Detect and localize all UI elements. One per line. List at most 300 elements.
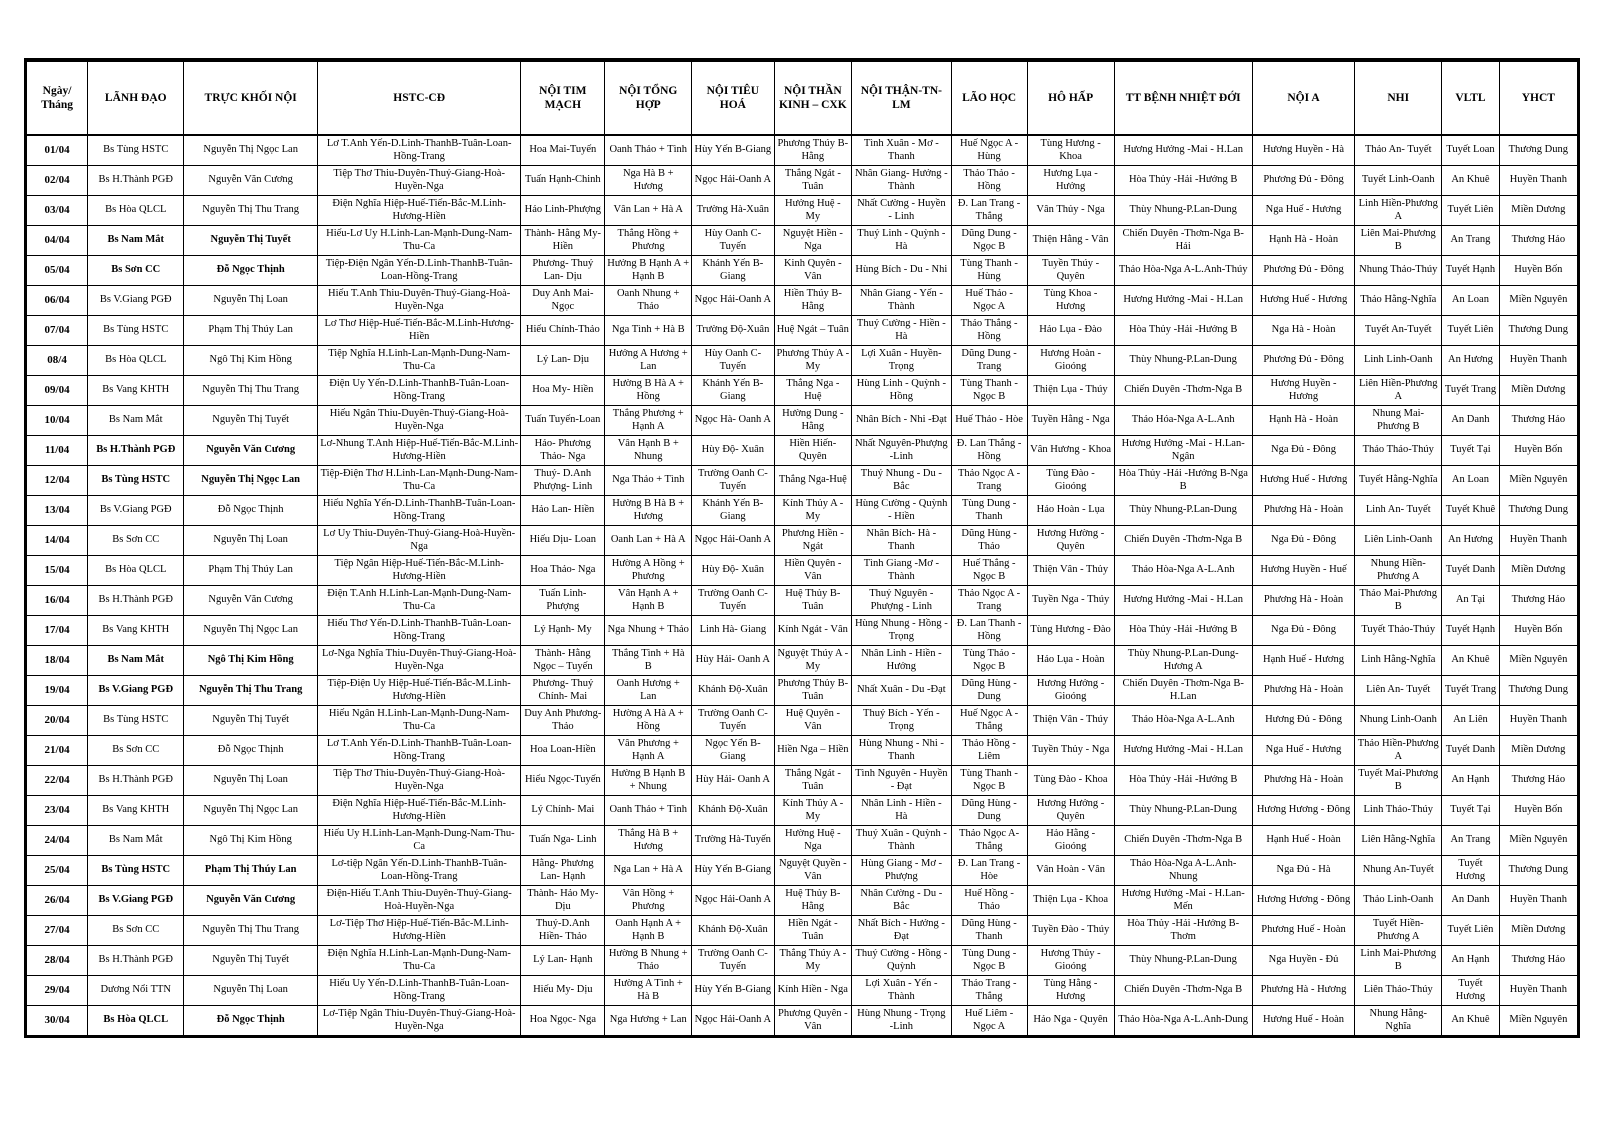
schedule-cell: An Danh <box>1442 886 1499 916</box>
date-cell: 14/04 <box>26 526 88 556</box>
schedule-cell: An Danh <box>1442 406 1499 436</box>
schedule-cell: Miền Nguyên <box>1499 646 1578 676</box>
table-row <box>26 316 1579 346</box>
schedule-cell: Phương Quyên - Vân <box>774 1006 852 1037</box>
table-row <box>26 826 1579 856</box>
schedule-cell: Hương Hưởng -Mai - H.Lan <box>1114 286 1252 316</box>
schedule-cell: Tình Nguyên - Huyền - Đạt <box>852 766 951 796</box>
schedule-cell: Thắng Tình + Hà B <box>605 646 692 676</box>
schedule-cell: An Trang <box>1442 226 1499 256</box>
schedule-cell: Nhân Giang - Yến - Thành <box>852 286 951 316</box>
schedule-cell: Hương Hưởng -Mai - H.Lan <box>1114 736 1252 766</box>
schedule-cell: Lơ-Tiệp Ngân Thiu-Duyên-Thuý-Giang-Hoà-Huyền-Nga <box>317 1006 520 1037</box>
schedule-cell: Trường Oanh C- Tuyến <box>692 706 774 736</box>
schedule-cell: Nguyễn Văn Cương <box>184 886 318 916</box>
schedule-cell: Bs Tùng HSTC <box>88 706 184 736</box>
schedule-cell: Chiến Duyên -Thơm-Nga B-H.Lan <box>1114 676 1252 706</box>
schedule-cell: Liên Thảo-Thúy <box>1355 976 1442 1006</box>
schedule-cell: Hoa Ngọc- Nga <box>521 1006 605 1037</box>
schedule-cell: Bs Hòa QLCL <box>88 556 184 586</box>
schedule-cell: Nhân Linh - Hiền - Hưởng <box>852 646 951 676</box>
schedule-cell: Thùy Nhung-P.Lan-Dung <box>1114 496 1252 526</box>
schedule-cell: Thắng Phương + Hạnh A <box>605 406 692 436</box>
date-cell: 16/04 <box>26 586 88 616</box>
schedule-cell: Nguyễn Thị Thu Trang <box>184 916 318 946</box>
schedule-cell: Bs V.Giang PGĐ <box>88 676 184 706</box>
schedule-cell: Linh Hiền-Phương A <box>1355 196 1442 226</box>
schedule-cell: Hiếu T.Anh Thiu-Duyên-Thuý-Giang-Hoà-Huyền-Nga <box>317 286 520 316</box>
schedule-cell: Tuyền Thủy - Nga <box>1027 736 1114 766</box>
date-cell: 05/04 <box>26 256 88 286</box>
date-cell: 02/04 <box>26 166 88 196</box>
schedule-cell: Thương Hảo <box>1499 406 1578 436</box>
schedule-cell: Hường B Nhung + Thảo <box>605 946 692 976</box>
schedule-cell: An Khuê <box>1442 166 1499 196</box>
schedule-cell: Thành- Hằng Ngọc – Tuyến <box>521 646 605 676</box>
schedule-cell: Tùng Dung - Thanh <box>951 496 1027 526</box>
schedule-cell: Lợi Xuân - Huyền- Trọng <box>852 346 951 376</box>
schedule-cell: Tuấn Nga- Linh <box>521 826 605 856</box>
schedule-cell: Duy Anh Phương- Thảo <box>521 706 605 736</box>
schedule-cell: Huế Thảo - Ngọc A <box>951 286 1027 316</box>
schedule-cell: Nga Lan + Hà A <box>605 856 692 886</box>
schedule-cell: Bs Sơn CC <box>88 256 184 286</box>
schedule-cell: Hương Huế - Hương <box>1252 466 1354 496</box>
table-row <box>26 676 1579 706</box>
column-header: Ngày/ Tháng <box>26 60 88 135</box>
table-row <box>26 736 1579 766</box>
schedule-cell: Huệ Quyên - Vân <box>774 706 852 736</box>
date-cell: 13/04 <box>26 496 88 526</box>
schedule-cell: Thảo Mai-Phương B <box>1355 586 1442 616</box>
schedule-cell: Bs Tùng HSTC <box>88 466 184 496</box>
schedule-cell: Bs Nam Mắt <box>88 826 184 856</box>
schedule-cell: Ngọc Hải-Oanh A <box>692 286 774 316</box>
schedule-cell: Oanh Nhung + Thảo <box>605 286 692 316</box>
schedule-cell: Hiếu-Lơ Uy H.Linh-Lan-Mạnh-Dung-Nam-Thu-Ca <box>317 226 520 256</box>
schedule-cell: Hiếu Nghĩa Yến-D.Linh-ThanhB-Tuân-Loan-Hồng-Trang <box>317 496 520 526</box>
date-cell: 18/04 <box>26 646 88 676</box>
schedule-cell: Hiếu Thơ Yến-D.Linh-ThanhB-Tuân-Loan-Hồng-Trang <box>317 616 520 646</box>
schedule-cell: Bs Sơn CC <box>88 736 184 766</box>
schedule-cell: Nguyễn Văn Cương <box>184 586 318 616</box>
schedule-cell: Phương Hà - Hoàn <box>1252 586 1354 616</box>
schedule-cell: Hùng Nhung - Trọng -Linh <box>852 1006 951 1037</box>
schedule-cell: Khánh Độ-Xuân <box>692 796 774 826</box>
schedule-cell: Hạnh Hà - Hoàn <box>1252 226 1354 256</box>
date-cell: 24/04 <box>26 826 88 856</box>
schedule-cell: Tuyền Hằng - Nga <box>1027 406 1114 436</box>
schedule-cell: Vân Hồng + Phương <box>605 886 692 916</box>
schedule-cell: Tiệp Nghĩa H.Linh-Lan-Mạnh-Dung-Nam-Thu-Ca <box>317 346 520 376</box>
schedule-cell: Dũng Dung - Trang <box>951 346 1027 376</box>
date-cell: 09/04 <box>26 376 88 406</box>
schedule-cell: Phạm Thị Thúy Lan <box>184 856 318 886</box>
schedule-cell: Thiện Vân - Thủy <box>1027 556 1114 586</box>
schedule-cell: Tùng Hằng - Hương <box>1027 976 1114 1006</box>
schedule-cell: An Trang <box>1442 826 1499 856</box>
schedule-cell: Phương Đủ - Đông <box>1252 256 1354 286</box>
schedule-cell: Nguyễn Văn Cương <box>184 166 318 196</box>
schedule-cell: Thuý Cường - Hồng - Quỳnh <box>852 946 951 976</box>
schedule-cell: Tình Giang -Mơ -Thành <box>852 556 951 586</box>
schedule-cell: An Khuê <box>1442 1006 1499 1037</box>
schedule-cell: Chiến Duyên -Thơm-Nga B <box>1114 526 1252 556</box>
date-cell: 27/04 <box>26 916 88 946</box>
schedule-cell: Lơ T.Anh Yến-D.Linh-ThanhB-Tuân-Loan-Hồng-Trang <box>317 135 520 166</box>
schedule-cell: Bs Sơn CC <box>88 526 184 556</box>
schedule-cell: Thảo Hóa-Nga A-L.Anh <box>1114 406 1252 436</box>
schedule-cell: Hảo Nga - Quyên <box>1027 1006 1114 1037</box>
schedule-cell: Miền Nguyên <box>1499 466 1578 496</box>
schedule-cell: Hương Hương - Đông <box>1252 886 1354 916</box>
schedule-cell: Hằng- Phương Lan- Hạnh <box>521 856 605 886</box>
schedule-cell: Huyền Thanh <box>1499 346 1578 376</box>
schedule-cell: An Loan <box>1442 286 1499 316</box>
table-row <box>26 946 1579 976</box>
schedule-cell: Oanh Thảo + Tình <box>605 796 692 826</box>
schedule-cell: Linh Mai-Phương B <box>1355 946 1442 976</box>
schedule-cell: Hòa Thủy -Hải -Hưởng B <box>1114 766 1252 796</box>
schedule-cell: An Hương <box>1442 526 1499 556</box>
schedule-cell: An Hương <box>1442 346 1499 376</box>
schedule-cell: Phạm Thị Thúy Lan <box>184 556 318 586</box>
schedule-cell: Miền Dương <box>1499 556 1578 586</box>
schedule-cell: Trường Oanh C- Tuyến <box>692 946 774 976</box>
schedule-cell: Nguyệt Quyền - Vân <box>774 856 852 886</box>
schedule-cell: Bs Nam Mắt <box>88 406 184 436</box>
schedule-cell: Điện Nghĩa Hiệp-Huế-Tiến-Bắc-M.Linh-Hương-Hiền <box>317 196 520 226</box>
schedule-cell: Nguyễn Thị Ngọc Lan <box>184 616 318 646</box>
schedule-cell: An Loan <box>1442 466 1499 496</box>
schedule-cell: Hường B Hà A + Hồng <box>605 376 692 406</box>
column-header: LÃO HỌC <box>951 60 1027 135</box>
schedule-cell: Hương Lụa - Hưởng <box>1027 166 1114 196</box>
schedule-cell: Thảo Hằng-Nghĩa <box>1355 286 1442 316</box>
schedule-cell: Đỗ Ngọc Thịnh <box>184 1006 318 1037</box>
schedule-cell: Miền Nguyên <box>1499 286 1578 316</box>
schedule-cell: Thương Hảo <box>1499 226 1578 256</box>
schedule-cell: Hảo Lụa - Đào <box>1027 316 1114 346</box>
schedule-cell: Hùy Yến B-Giang <box>692 856 774 886</box>
schedule-cell: Huế Thắng - Ngọc B <box>951 556 1027 586</box>
schedule-cell: Thảo Hòa-Nga A-L.Anh-Thúy <box>1114 256 1252 286</box>
schedule-cell: Lơ Uy Thiu-Duyên-Thuý-Giang-Hoà-Huyền-Nga <box>317 526 520 556</box>
schedule-cell: Hương Hưởng - Quyên <box>1027 796 1114 826</box>
schedule-cell: Hiếu Uy Yến-D.Linh-ThanhB-Tuân-Loan-Hồng-Trang <box>317 976 520 1006</box>
schedule-cell: Phương Đủ - Đông <box>1252 346 1354 376</box>
schedule-cell: Thảo Ngọc A - Trang <box>951 466 1027 496</box>
schedule-cell: Hùng Bích - Du - Nhi <box>852 256 951 286</box>
schedule-cell: Tuyết Hương <box>1442 856 1499 886</box>
column-header: TRỰC KHỐI NỘI <box>184 60 318 135</box>
schedule-cell: Hương Huyền - Hương <box>1252 376 1354 406</box>
column-header: NỘI TỔNG HỢP <box>605 60 692 135</box>
schedule-cell: Liên An- Tuyết <box>1355 676 1442 706</box>
schedule-cell: Kính Ngát - Vân <box>774 616 852 646</box>
schedule-cell: Lơ Thơ Hiệp-Huế-Tiến-Bắc-M.Linh-Hương-Hiền <box>317 316 520 346</box>
schedule-cell: Tuyết Thảo-Thúy <box>1355 616 1442 646</box>
duty-schedule-table <box>24 58 1580 1038</box>
schedule-cell: Hảo Lụa - Hoàn <box>1027 646 1114 676</box>
schedule-cell: Hòa Thủy -Hải -Hưởng B <box>1114 616 1252 646</box>
schedule-cell: Khánh Độ-Xuân <box>692 916 774 946</box>
column-header: HSTC-CĐ <box>317 60 520 135</box>
schedule-cell: Bs V.Giang PGĐ <box>88 496 184 526</box>
schedule-cell: Lơ-Nhung T.Anh Hiệp-Huế-Tiến-Bắc-M.Linh-Hương-Hiền <box>317 436 520 466</box>
schedule-cell: Hùy Yến B-Giang <box>692 135 774 166</box>
schedule-cell: Hùy Độ- Xuân <box>692 436 774 466</box>
date-cell: 26/04 <box>26 886 88 916</box>
schedule-cell: Nguyễn Thị Ngọc Lan <box>184 796 318 826</box>
table-row <box>26 496 1579 526</box>
schedule-cell: Hương Hoàn - Gioóng <box>1027 346 1114 376</box>
schedule-cell: Nguyễn Thị Ngọc Lan <box>184 466 318 496</box>
schedule-cell: Thiện Lụa - Khoa <box>1027 886 1114 916</box>
column-header: NHI <box>1355 60 1442 135</box>
schedule-cell: Bs H.Thành PGĐ <box>88 586 184 616</box>
schedule-cell: Ngọc Hà- Oanh A <box>692 406 774 436</box>
schedule-cell: Nguyễn Thị Loan <box>184 766 318 796</box>
schedule-cell: An Hạnh <box>1442 946 1499 976</box>
schedule-cell: Tiệp Thơ Thiu-Duyên-Thuý-Giang-Hoà-Huyền-Nga <box>317 166 520 196</box>
schedule-cell: Oanh Thảo + Tình <box>605 135 692 166</box>
schedule-cell: Nga Hà B + Hương <box>605 166 692 196</box>
schedule-cell: Nguyễn Thị Tuyết <box>184 946 318 976</box>
schedule-cell: Vân Lan + Hà A <box>605 196 692 226</box>
schedule-cell: Nguyệt Thúy A - My <box>774 646 852 676</box>
schedule-cell: Thảo Trang - Thắng <box>951 976 1027 1006</box>
table-row <box>26 466 1579 496</box>
schedule-cell: Hùng Cường - Quỳnh - Hiền <box>852 496 951 526</box>
schedule-cell: An Tại <box>1442 586 1499 616</box>
table-row <box>26 166 1579 196</box>
schedule-cell: Ngô Thị Kim Hồng <box>184 346 318 376</box>
schedule-cell: Bs Vang KHTH <box>88 376 184 406</box>
schedule-cell: Điện T.Anh H.Linh-Lan-Mạnh-Dung-Nam-Thu-Ca <box>317 586 520 616</box>
schedule-cell: Ngọc Hải-Oanh A <box>692 166 774 196</box>
schedule-cell: Thảo Hiền-Phương A <box>1355 736 1442 766</box>
schedule-cell: Đ. Lan Thắng - Hồng <box>951 436 1027 466</box>
table-row <box>26 766 1579 796</box>
schedule-cell: Đ. Lan Trang - Thắng <box>951 196 1027 226</box>
schedule-cell: Nga Huế - Hương <box>1252 196 1354 226</box>
date-cell: 08/4 <box>26 346 88 376</box>
schedule-cell: Phương Thủy A - My <box>774 346 852 376</box>
schedule-cell: Nhân Giang- Hưởng -Thành <box>852 166 951 196</box>
schedule-cell: An Khuê <box>1442 646 1499 676</box>
schedule-cell: Huế Ngọc A - Hùng <box>951 135 1027 166</box>
schedule-cell: Tuyết Hạnh <box>1442 616 1499 646</box>
schedule-cell: Huyền Bốn <box>1499 616 1578 646</box>
schedule-cell: Thương Dung <box>1499 316 1578 346</box>
schedule-cell: Huyền Bốn <box>1499 436 1578 466</box>
table-row <box>26 376 1579 406</box>
schedule-cell: Huyền Thanh <box>1499 886 1578 916</box>
schedule-cell: Ngọc Yến B-Giang <box>692 736 774 766</box>
column-header: NỘI A <box>1252 60 1354 135</box>
schedule-cell: Nga Tình + Hà B <box>605 316 692 346</box>
schedule-cell: Bs V.Giang PGĐ <box>88 886 184 916</box>
schedule-cell: Hùy Hải- Oanh A <box>692 646 774 676</box>
schedule-cell: Nga Đủ - Hà <box>1252 856 1354 886</box>
schedule-cell: Thành- Hảo My- Dịu <box>521 886 605 916</box>
schedule-cell: Thuý Cường - Hiền -Hà <box>852 316 951 346</box>
schedule-cell: Nhung Hiền-Phương A <box>1355 556 1442 586</box>
schedule-cell: Phương Đủ - Đông <box>1252 166 1354 196</box>
table-row <box>26 556 1579 586</box>
schedule-cell: Thắng Ngát - Tuân <box>774 166 852 196</box>
schedule-cell: Hùy Hải- Oanh A <box>692 766 774 796</box>
schedule-cell: Hạnh Huế - Hoàn <box>1252 826 1354 856</box>
schedule-cell: Hương Hưởng -Mai - H.Lan <box>1114 135 1252 166</box>
schedule-cell: Hường A Tình + Hà B <box>605 976 692 1006</box>
header-row <box>26 60 1579 135</box>
schedule-cell: Kính Thủy A - My <box>774 496 852 526</box>
schedule-cell: Huế Ngọc A - Thắng <box>951 706 1027 736</box>
column-header: NỘI THẦN KINH – CXK <box>774 60 852 135</box>
schedule-cell: Phương Thủy B-Tuân <box>774 676 852 706</box>
schedule-cell: Hảo Lan- Hiền <box>521 496 605 526</box>
schedule-cell: Bs H.Thành PGĐ <box>88 766 184 796</box>
schedule-cell: Hương Hưởng - Gioóng <box>1027 676 1114 706</box>
schedule-cell: Nguyễn Thị Tuyết <box>184 706 318 736</box>
schedule-cell: Tiệp Thơ Thiu-Duyên-Thuý-Giang-Hoà-Huyền-Nga <box>317 766 520 796</box>
schedule-cell: Huệ Thủy B-Hằng <box>774 886 852 916</box>
schedule-cell: Tuyết Tại <box>1442 436 1499 466</box>
schedule-cell: Bs H.Thành PGĐ <box>88 436 184 466</box>
schedule-cell: Hường A Hà A + Hồng <box>605 706 692 736</box>
schedule-cell: Nga Đủ - Đông <box>1252 616 1354 646</box>
table-row <box>26 256 1579 286</box>
schedule-cell: Lơ T.Anh Yến-D.Linh-ThanhB-Tuân-Loan-Hồng-Trang <box>317 736 520 766</box>
table-row <box>26 856 1579 886</box>
schedule-cell: Hường Huệ - Nga <box>774 826 852 856</box>
schedule-cell: Thuý Nguyên - Phượng - Linh <box>852 586 951 616</box>
schedule-cell: Nguyễn Thị Thu Trang <box>184 196 318 226</box>
schedule-cell: Hương Đủ - Đông <box>1252 706 1354 736</box>
schedule-cell: Tuyết Linh-Oanh <box>1355 166 1442 196</box>
date-cell: 06/04 <box>26 286 88 316</box>
schedule-cell: Hưởng B Hạnh A + Hạnh B <box>605 256 692 286</box>
schedule-cell: Tiệp Ngân Hiệp-Huế-Tiến-Bắc-M.Linh-Hương-Hiền <box>317 556 520 586</box>
schedule-cell: Hòa Thủy -Hải -Hưởng B-Nga B <box>1114 466 1252 496</box>
schedule-cell: Hòa Thủy -Hải -Hưởng B <box>1114 316 1252 346</box>
schedule-cell: Hương Thủy - Gioóng <box>1027 946 1114 976</box>
table-row <box>26 526 1579 556</box>
schedule-cell: Phạm Thị Thúy Lan <box>184 316 318 346</box>
schedule-cell: Vân Thủy - Nga <box>1027 196 1114 226</box>
schedule-cell: Huế Liêm - Ngọc A <box>951 1006 1027 1037</box>
column-header: NỘI THẬN-TN-LM <box>852 60 951 135</box>
schedule-cell: Thương Hảo <box>1499 946 1578 976</box>
schedule-cell: Phương- Thuý Chính- Mai <box>521 676 605 706</box>
column-header: HÔ HẤP <box>1027 60 1114 135</box>
schedule-cell: Kính Thủy A - My <box>774 796 852 826</box>
schedule-cell: Bs Nam Mắt <box>88 226 184 256</box>
schedule-cell: Thiện Hằng - Vân <box>1027 226 1114 256</box>
schedule-cell: Nhung Hằng-Nghĩa <box>1355 1006 1442 1037</box>
schedule-cell: Đỗ Ngọc Thịnh <box>184 496 318 526</box>
schedule-cell: Hiền Ngát - Tuân <box>774 916 852 946</box>
schedule-cell: Bs V.Giang PGĐ <box>88 286 184 316</box>
schedule-cell: Bs Vang KHTH <box>88 616 184 646</box>
schedule-cell: Thảo Ngọc A- Thắng <box>951 826 1027 856</box>
schedule-cell: Hùy Yến B-Giang <box>692 976 774 1006</box>
schedule-cell: Điện Nghĩa Hiệp-Huế-Tiến-Bắc-M.Linh-Hương-Hiền <box>317 796 520 826</box>
date-cell: 12/04 <box>26 466 88 496</box>
schedule-cell: Thảo Hòa-Nga A-L.Anh-Dung <box>1114 1006 1252 1037</box>
schedule-cell: Nga Nhung + Thảo <box>605 616 692 646</box>
schedule-cell: Vân Phương + Hạnh A <box>605 736 692 766</box>
schedule-cell: Đỗ Ngọc Thịnh <box>184 736 318 766</box>
schedule-cell: Hương Huế - Hương <box>1252 286 1354 316</box>
schedule-cell: Hương Hương - Đông <box>1252 796 1354 826</box>
schedule-cell: Khánh Yến B-Giang <box>692 376 774 406</box>
schedule-cell: Miền Dương <box>1499 916 1578 946</box>
schedule-cell: Thùy Nhung-P.Lan-Dung <box>1114 346 1252 376</box>
schedule-cell: Thảo Thắng - Hồng <box>951 316 1027 346</box>
schedule-cell: Hưởng A Hương + Lan <box>605 346 692 376</box>
schedule-cell: Bs Hòa QLCL <box>88 346 184 376</box>
schedule-cell: Nhất Xuân - Du -Đạt <box>852 676 951 706</box>
schedule-cell: Thùy Nhung-P.Lan-Dung <box>1114 796 1252 826</box>
schedule-cell: Hùng Nhung - Hồng - Trọng <box>852 616 951 646</box>
column-header: TT BỆNH NHIỆT ĐỚI <box>1114 60 1252 135</box>
schedule-cell: Hiền Hiến-Quyên <box>774 436 852 466</box>
schedule-cell: Tình Xuân - Mơ - Thanh <box>852 135 951 166</box>
schedule-cell: Thắng Thúy A - My <box>774 946 852 976</box>
schedule-cell: Kính Hiền - Nga <box>774 976 852 1006</box>
schedule-cell: Tùng Đào - Gioóng <box>1027 466 1114 496</box>
table-row <box>26 886 1579 916</box>
schedule-cell: Hùng Nhung - Nhi -Thanh <box>852 736 951 766</box>
schedule-cell: Liên Hằng-Nghĩa <box>1355 826 1442 856</box>
schedule-cell: Phương Hà - Hoàn <box>1252 496 1354 526</box>
schedule-cell: Vân Hoàn - Vân <box>1027 856 1114 886</box>
schedule-cell: Khánh Độ-Xuân <box>692 676 774 706</box>
column-header: LÃNH ĐẠO <box>88 60 184 135</box>
schedule-cell: Phương Hiền - Ngát <box>774 526 852 556</box>
schedule-cell: Hiền Nga – Hiền <box>774 736 852 766</box>
schedule-cell: Miền Dương <box>1499 736 1578 766</box>
date-cell: 04/04 <box>26 226 88 256</box>
schedule-cell: Tuyết Danh <box>1442 556 1499 586</box>
schedule-cell: Huế Hồng - Thảo <box>951 886 1027 916</box>
schedule-cell: Bs H.Thành PGĐ <box>88 946 184 976</box>
schedule-cell: Điện Uy Yến-D.Linh-ThanhB-Tuân-Loan-Hồng-Trang <box>317 376 520 406</box>
schedule-cell: Nguyễn Thị Tuyết <box>184 226 318 256</box>
schedule-cell: Phương Hà - Hương <box>1252 976 1354 1006</box>
schedule-cell: Thảo Hòa-Nga A-L.Anh-Nhung <box>1114 856 1252 886</box>
schedule-cell: Thiện Vân - Thúy <box>1027 706 1114 736</box>
schedule-cell: Hường A Hồng + Phương <box>605 556 692 586</box>
schedule-cell: Tùng Đào - Khoa <box>1027 766 1114 796</box>
schedule-cell: Hiếu Dịu- Loan <box>521 526 605 556</box>
schedule-cell: Thương Hảo <box>1499 766 1578 796</box>
schedule-cell: Trường Oanh C- Tuyến <box>692 466 774 496</box>
schedule-cell: Tuyết Hằng-Nghĩa <box>1355 466 1442 496</box>
schedule-cell: Nhung An-Tuyết <box>1355 856 1442 886</box>
schedule-cell: Trường Độ-Xuân <box>692 316 774 346</box>
schedule-cell: Lơ-Nga Nghĩa Thiu-Duyên-Thuý-Giang-Hoà-Huyền-Nga <box>317 646 520 676</box>
schedule-cell: Oanh Hương + Lan <box>605 676 692 706</box>
schedule-cell: Duy Anh Mai-Ngọc <box>521 286 605 316</box>
schedule-cell: Thùy Nhung-P.Lan-Dung-Hương A <box>1114 646 1252 676</box>
schedule-cell: Tuyết Liên <box>1442 196 1499 226</box>
schedule-cell: Nga Đủ - Đông <box>1252 436 1354 466</box>
schedule-cell: Thương Dung <box>1499 135 1578 166</box>
